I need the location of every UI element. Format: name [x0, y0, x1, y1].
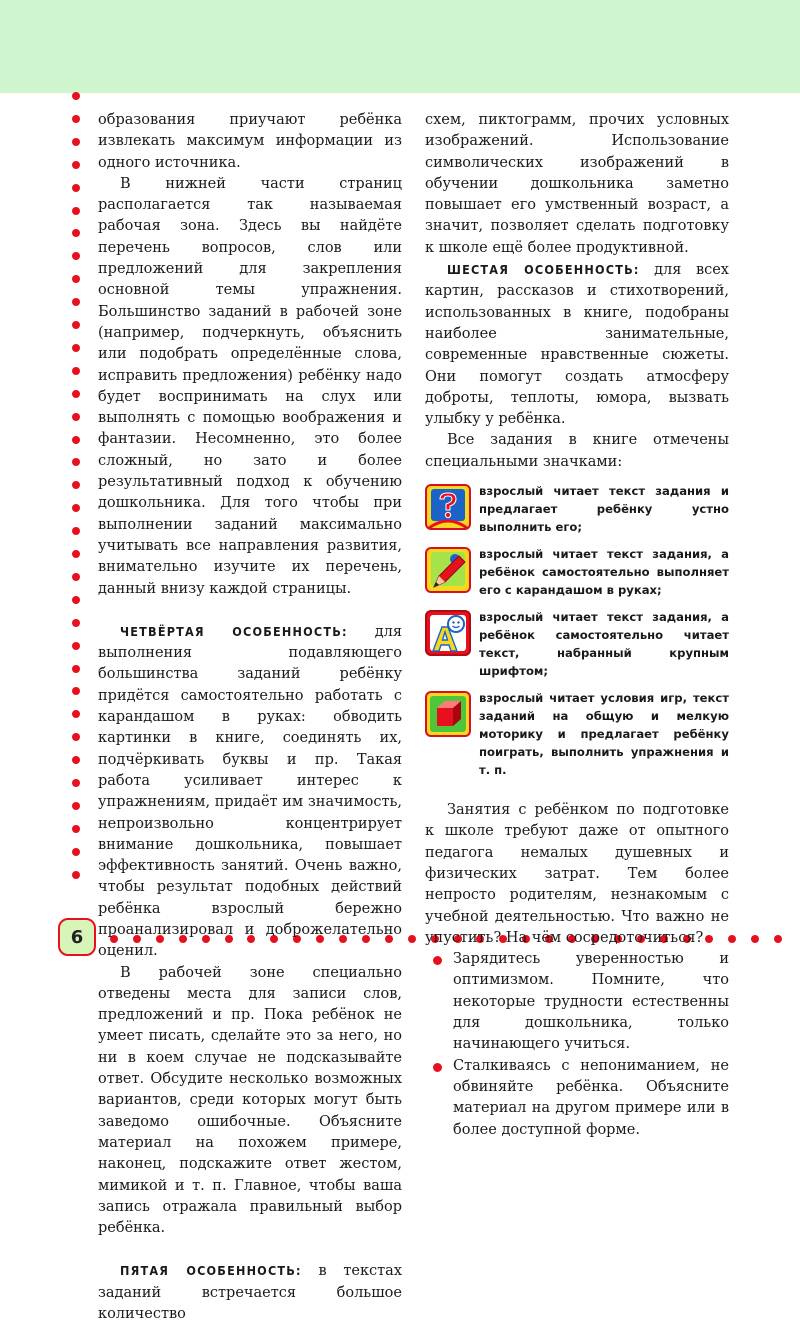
border-dot — [72, 458, 80, 466]
border-dot — [72, 252, 80, 260]
right-paragraph-4: Занятия с ребёнком по подготовке к школе требуют даже от опытного педагога немалых душевных и физических затрат. Тем более непросто родителям, незнакомым с учебной деятельностью. Что важно не упустить? На чём сосредоточиться? — [425, 802, 729, 946]
border-dot — [72, 92, 80, 100]
right-column — [425, 110, 729, 1141]
border-dot — [751, 935, 759, 943]
border-dot — [72, 229, 80, 237]
border-dot — [774, 935, 782, 943]
border-dot — [72, 665, 80, 673]
legend-item-question — [425, 482, 729, 536]
border-dot — [72, 710, 80, 718]
left-paragraph-4 — [98, 621, 402, 963]
left-paragraph-4-text: для выполнения подавляющего большинства заданий ребёнку придётся самостоятельно работать с карандашом в руках: обводить картинки в книге, соединять их, подчёркивать буквы и пр. Такая работа усиливает интерес к упражнениям, придаёт им значимость, непроизвольно концентрирует внимание дошкольника, повышает эффективность занятий. Очень важно, чтобы результат подобных действий ребёнка взрослый бережно проанализировал и доброжелательно оценил. — [98, 623, 402, 960]
right-paragraph-3: Все задания в книге отмечены специальными значками: — [425, 432, 729, 470]
legend-text-pencil: взрослый читает текст задания, а ребёнок самостоятельно выполняет его с карандашом в руках; — [479, 547, 729, 598]
border-dot — [72, 207, 80, 215]
left-paragraph-5: В рабочей зоне специально отведены места для записи слов, предложений и пр. Пока ребёнок не умеет писать, сделайте это за него, но ни в коем случае не подсказывайте ответ. Обсудите несколько возможных вариантов, среди которых могут быть заведомо ошибочные. Объясните материал на похожем примере, наконец, подскажите ответ жестом, мимикой и т. п. Главное, чтобы ваша запись отражала правильный выбор ребёнка. — [98, 964, 402, 1237]
border-dot — [72, 756, 80, 764]
left-paragraph-2: В нижней части страниц располагается так называемая рабочая зона. Здесь вы найдёте перечень вопросов, слов или предложений для закрепления основной темы упражнения. Большинство заданий в рабочей зоне (например, подчеркнуть, объяснить или подобрать определённые слова, исправить предложения) ребёнку надо будет воспринимать на слух или выполнять с помощью воображения и фантазии. Несомненно, это более сложный, но зато и более результативный подход к обучению дошкольника. Для того чтобы при выполнении заданий максимально учитывать все направления развития, внимательно изучите их перечень, данный внизу каждой страницы. — [98, 175, 402, 597]
border-dot — [72, 115, 80, 123]
legend-item-cube — [425, 689, 729, 779]
border-dot — [72, 504, 80, 512]
border-dot — [72, 390, 80, 398]
border-dot — [72, 642, 80, 650]
border-dot — [72, 733, 80, 741]
border-dot — [72, 848, 80, 856]
right-paragraph-2-text: для всех картин, рассказов и стихотворений, использованных в книге, подобраны наиболее занимательные, современные нравственные сюжеты. Они помогут создать атмосферу доброты, теплоты, юмора, вызвать улыбку у ребёнка. — [425, 262, 729, 428]
legend-item-letter-a — [425, 608, 729, 680]
border-dot — [72, 298, 80, 306]
legend-item-pencil — [425, 545, 729, 599]
border-dot — [72, 184, 80, 192]
page-number: 6 — [58, 918, 96, 956]
border-dot — [72, 367, 80, 375]
legend-text-letter-a: взрослый читает текст задания, а ребёнок самостоятельно читает текст, набранный крупным шрифтом; — [479, 610, 729, 679]
list-item: Зарядитесь уверенностью и оптимизмом. Помните, что некоторые трудности естественны для дошкольника, только начинающего учиться. — [425, 949, 729, 1055]
advice-list — [425, 949, 729, 1141]
border-dot — [72, 527, 80, 535]
question-icon — [425, 484, 471, 530]
border-dot — [72, 825, 80, 833]
left-dot-border — [72, 92, 84, 912]
right-paragraph-1: схем, пиктограмм, прочих условных изображений. Использование символических изображений в обучении дошкольника заметно повышает его умственный возраст, а значит, позволяет сделать подготовку к школе ещё более продуктивной. — [425, 112, 729, 256]
heading-fourth-feature: ЧЕТВЁРТАЯ ОСОБЕННОСТЬ: — [120, 623, 348, 639]
border-dot — [72, 871, 80, 879]
border-dot — [72, 779, 80, 787]
list-item: Сталкиваясь с непониманием, не обвиняйте ребёнка. Объясните материал на другом примере или в более доступной форме. — [425, 1056, 729, 1141]
legend-text-cube: взрослый читает условия игр, текст заданий на общую и мелкую моторику и предлагает ребёнку поиграть, выполнить упражнения и т. п. — [479, 691, 729, 778]
border-dot — [72, 550, 80, 558]
border-dot — [72, 481, 80, 489]
right-paragraph-2 — [425, 259, 729, 430]
border-dot — [72, 596, 80, 604]
border-dot — [72, 321, 80, 329]
border-dot — [72, 573, 80, 581]
border-dot — [72, 802, 80, 810]
border-dot — [72, 344, 80, 352]
legend-text-question: взрослый читает текст задания и предлагает ребёнку устно выполнить его; — [479, 484, 729, 535]
border-dot — [72, 138, 80, 146]
left-paragraph-6 — [98, 1260, 402, 1325]
pencil-icon — [425, 547, 471, 593]
left-column — [98, 110, 402, 1325]
border-dot — [72, 275, 80, 283]
letter-a-icon — [425, 610, 471, 656]
heading-sixth-feature: ШЕСТАЯ ОСОБЕННОСТЬ: — [447, 262, 640, 278]
heading-fifth-feature: ПЯТАЯ ОСОБЕННОСТЬ: — [120, 1263, 302, 1279]
border-dot — [72, 413, 80, 421]
border-dot — [72, 687, 80, 695]
border-dot — [72, 619, 80, 627]
border-dot — [728, 935, 736, 943]
border-dot — [408, 935, 416, 943]
left-paragraph-1: образования приучают ребёнка извлекать максимум информации из одного источника. — [98, 112, 402, 171]
top-band — [0, 0, 800, 93]
border-dot — [72, 436, 80, 444]
cube-icon — [425, 691, 471, 737]
left-paragraph-6-text: в текстах заданий встречается большое количество — [98, 1263, 403, 1323]
border-dot — [72, 161, 80, 169]
